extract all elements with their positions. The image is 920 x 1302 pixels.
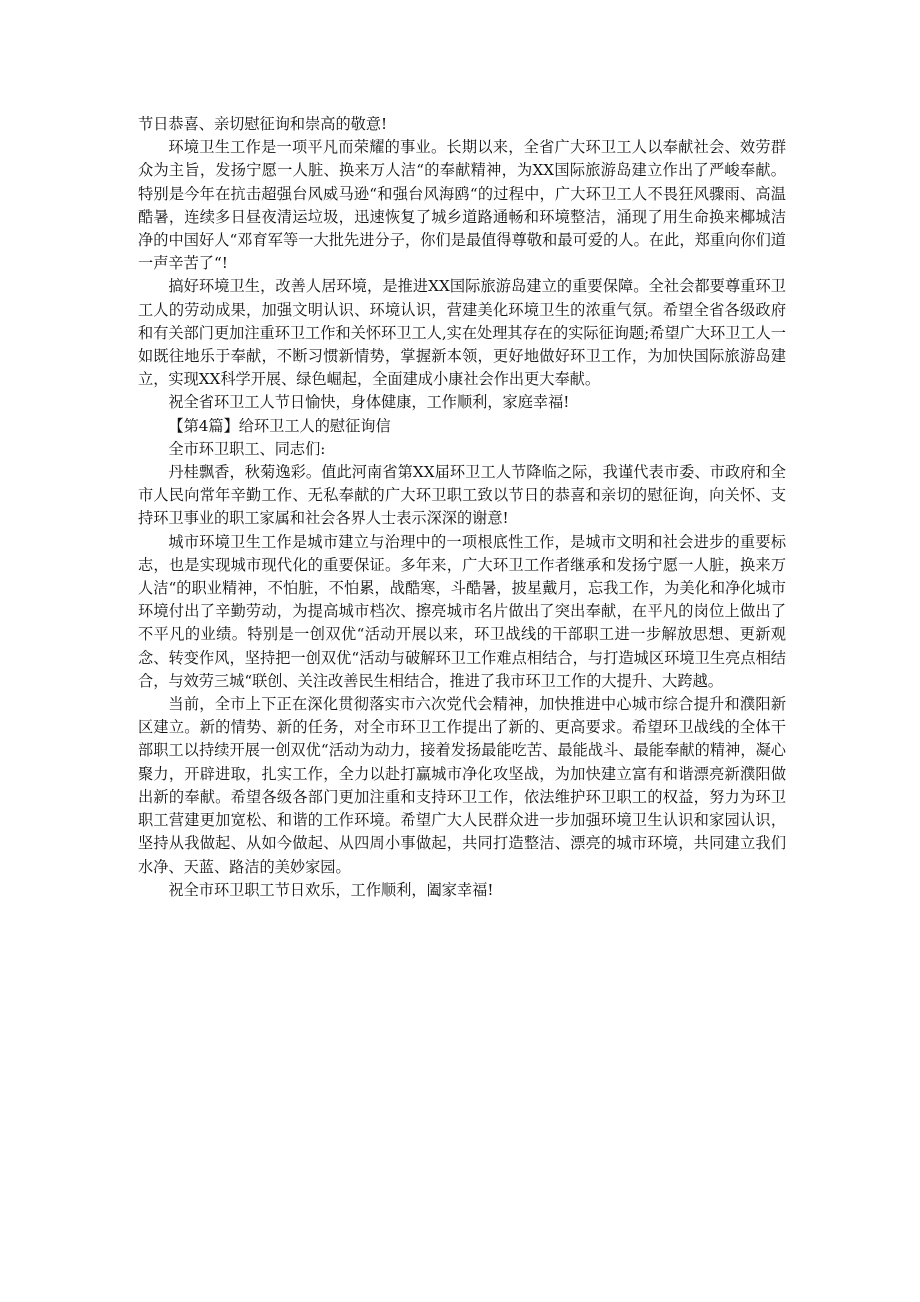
section-heading-letter-4: 【第4篇】给环卫工人的慰征询信 [168,416,391,435]
paragraph-province-wishes: 祝全省环卫工人节日愉快，身体健康，工作顺利，家庭幸福! [168,393,570,412]
paragraph-current-tasks: 当前，全市上下正在深化贯彻落实市六次党代会精神，加快推进中心城市综合提升和濮阳新区建立。新的情势、新的任务，对全市环卫工作提出了新的、更高要求。希望环卫战线的全体干部职工以持续开展一创双优“活动为动力，接着发扬最能吃苦、最能战斗、最能奉献的精神，凝心聚力，开辟进取，扎实工作，全力以赴打赢城市净化攻坚战，为加快建立富有和谐漂亮新濮阳做出新的奉献。希望各级各部门更加注重和支持环卫工作，依法维护环卫职工的权益，努力为环卫职工营建更加宽松、和谐的工作环境。希望广大人民群众进一步加强环境卫生认识和家园认识，坚持从我做起、从如今做起、从四周小事做起，共同打造整洁、漂亮的城市环境，共同建立我们水净、天蓝、路洁的美妙家园。 [138,695,786,876]
paragraph-city-wishes: 祝全市环卫职工节日欢乐，工作顺利，阖家幸福! [168,880,494,899]
paragraph-environment-guarantee: 搞好环境卫生，改善人居环境，是推进XX国际旅游岛建立的重要保障。全社会都要尊重环卫工人的劳动成果，加强文明认识、环境认识，营建美化环境卫生的浓重气氛。希望全省各级政府和有关部门更加注重环卫工作和关怀环卫工人,实在处理其存在的实际征询题;希望广大环卫工人一如既往地乐于奉献，不断习惯新情势，掌握新本领，更好地做好环卫工作，为加快国际旅游岛建立，实现XX科学开展、绿色崛起，全面建成小康社会作出更大奉献。 [138,277,786,389]
paragraph-salutation: 全市环卫职工、同志们: [168,439,326,458]
paragraph-greeting-tail: 节日恭喜、亲切慰征询和崇高的敬意! [138,115,388,133]
paragraph-city-sanitation: 城市环境卫生工作是城市建立与治理中的一项根底性工作，是城市文明和社会进步的重要标志，也是实现城市现代化的重要保证。多年来，广大环卫工作者继承和发扬宁愿一人脏，换来万人洁“的职业精神，不怕脏，不怕累，战酷寒，斗酷暑，披星戴月，忘我工作，为美化和净化城市环境付出了辛勤劳动，为提高城市档次、擦亮城市名片做出了突出奉献，在平凡的岗位上做出了不平凡的业绩。特别是一创双优“活动开展以来，环卫战线的干部职工进一步解放思想、更新观念、转变作风，坚持把一创双优“活动与破解环卫工作难点相结合，与打造城区环境卫生亮点相结合，与效劳三城“联创、关注改善民生相结合，推进了我市环卫工作的大提升、大跨越。 [138,532,786,690]
paragraph-autumn-greeting: 丹桂飘香，秋菊逸彩。值此河南省第XX届环卫工人节降临之际，我谨代表市委、市政府和全市人民向常年辛勤工作、无私奉献的广大环卫职工致以节日的恭喜和亲切的慰征询，向关怀、支持环卫事业的职工家属和社会各界人士表示深深的谢意! [138,463,786,528]
paragraph-sanitation-work: 环境卫生工作是一项平凡而荣耀的事业。长期以来，全省广大环卫工人以奉献社会、效劳群众为主旨，发扬宁愿一人脏、换来万人洁“的奉献精神，为XX国际旅游岛建立作出了严峻奉献。特别是今年在抗击超强台风威马逊“和强台风海鸥“的过程中，广大环卫工人不畏狂风骤雨、高温酷暑，连续多日昼夜清运垃圾，迅速恢复了城乡道路通畅和环境整洁，涌现了用生命换来椰城洁净的中国好人“邓育军等一大批先进分子，你们是最值得尊敬和最可爱的人。在此，郑重向你们道一声辛苦了“! [138,138,786,273]
document-body [138,113,786,902]
